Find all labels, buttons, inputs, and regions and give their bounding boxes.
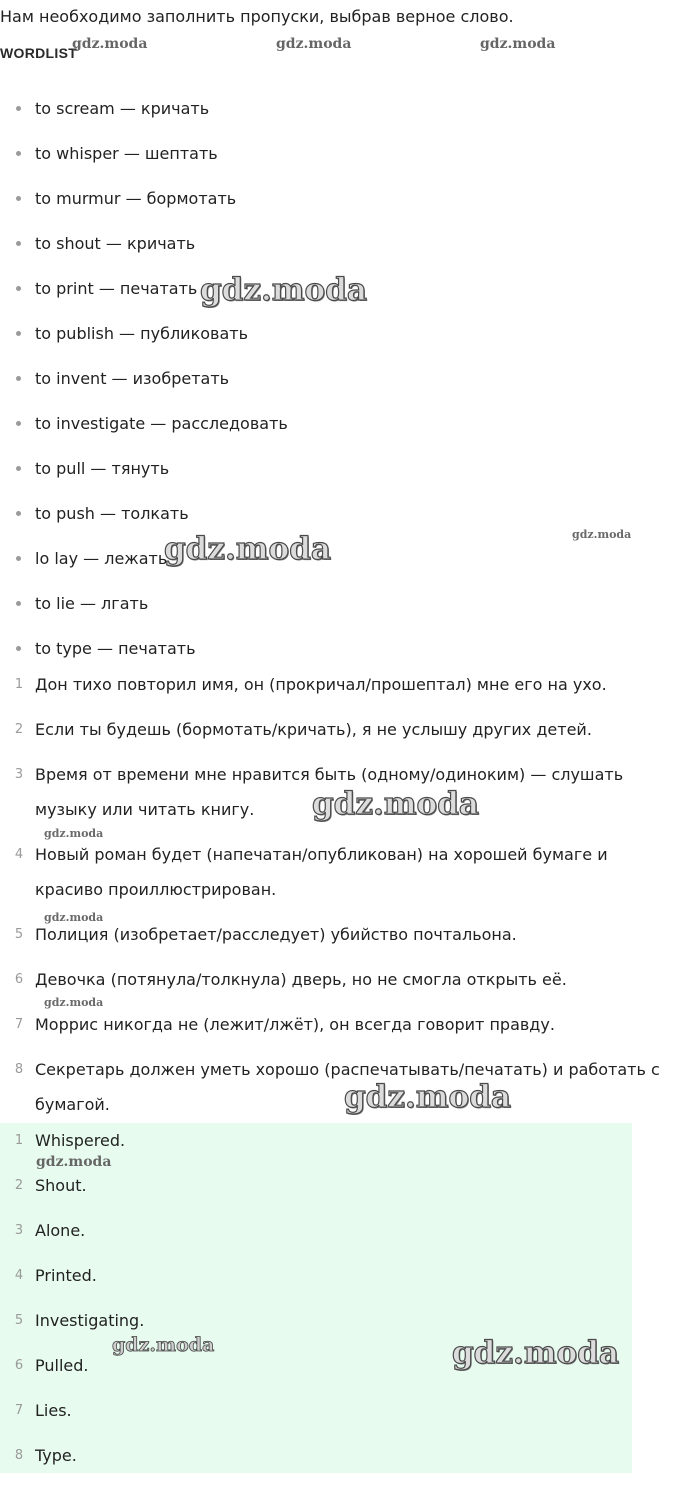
wordlist (0, 86, 680, 671)
word-entry: to invent — изобретать (35, 369, 230, 388)
answer-text: Alone. (35, 1221, 86, 1240)
watermark: gdz.moda (200, 272, 367, 308)
list-item (0, 491, 680, 536)
answer-number: 7 (14, 1403, 24, 1418)
list-item (0, 221, 680, 266)
task-number: 7 (14, 1017, 24, 1032)
answer-text: Whispered. (35, 1131, 126, 1150)
intro-text: Нам необходимо заполнить пропуски, выбрав верное слово. (0, 7, 514, 26)
task-text: Дон тихо повторил имя, он (прокричал/прошептал) мне его на ухо. (35, 675, 607, 694)
list-item (0, 536, 680, 581)
word-entry: to publish — публиковать (35, 324, 248, 343)
word-entry: to shout — кричать (35, 234, 196, 253)
answer-item (0, 1348, 632, 1393)
task-item (0, 957, 680, 1002)
bullet-icon (16, 376, 21, 381)
task-text: Секретарь должен уметь хорошо (распечатывать/печатать) и работать с бумагой. (35, 1060, 660, 1114)
answer-text: Lies. (35, 1401, 72, 1420)
word-entry: lo lay — лежать (35, 549, 168, 568)
answers-panel (0, 1123, 632, 1473)
watermark: gdz.moda (44, 911, 104, 924)
word-entry: to whisper — шептать (35, 144, 218, 163)
watermark: gdz.moda (276, 36, 352, 52)
word-entry: to murmur — бормотать (35, 189, 237, 208)
task-text: Если ты будешь (бормотать/кричать), я не услышу других детей. (35, 720, 592, 739)
word-entry: to push — толкать (35, 504, 189, 523)
answer-text: Type. (35, 1446, 77, 1465)
task-text: Время от времени мне нравится быть (одному/одиноким) — слушать музыку или читать книгу. (35, 765, 624, 819)
task-number: 2 (14, 722, 24, 737)
bullet-icon (16, 646, 21, 651)
word-entry: to scream — кричать (35, 99, 210, 118)
task-text: Девочка (потянула/толкнула) дверь, но не смогла открыть её. (35, 970, 567, 989)
answer-text: Shout. (35, 1176, 87, 1195)
answer-item (0, 1438, 632, 1483)
list-item (0, 356, 680, 401)
task-text: Полиция (изобретает/расследует) убийство почтальона. (35, 925, 517, 944)
answer-item (0, 1393, 632, 1438)
list-item (0, 176, 680, 221)
answer-number: 2 (14, 1178, 24, 1193)
bullet-icon (16, 331, 21, 336)
word-entry: to print — печатать (35, 279, 198, 298)
answer-item (0, 1123, 632, 1168)
answer-number: 3 (14, 1223, 24, 1238)
task-list (0, 662, 680, 1127)
watermark: gdz.moda (480, 36, 556, 52)
task-item (0, 1002, 680, 1047)
task-number: 1 (14, 677, 24, 692)
watermark: gdz.moda (44, 827, 104, 840)
task-number: 4 (14, 847, 24, 862)
task-item (0, 752, 680, 832)
task-number: 5 (14, 927, 24, 942)
bullet-icon (16, 106, 21, 111)
bullet-icon (16, 421, 21, 426)
watermark: gdz.moda (164, 531, 331, 567)
list-item (0, 446, 680, 491)
list-item (0, 401, 680, 446)
watermark: gdz.moda (112, 1334, 215, 1356)
task-item (0, 662, 680, 707)
list-item (0, 581, 680, 626)
answer-number: 6 (14, 1358, 24, 1373)
watermark: gdz.moda (312, 786, 479, 822)
list-item (0, 266, 680, 311)
list-item (0, 86, 680, 131)
watermark: gdz.moda (36, 1154, 112, 1170)
task-number: 6 (14, 972, 24, 987)
word-entry: to investigate — расследовать (35, 414, 288, 433)
bullet-icon (16, 511, 21, 516)
task-text: Новый роман будет (напечатан/опубликован) на хорошей бумаге и красиво проиллюстрирован. (35, 845, 608, 899)
answer-item (0, 1213, 632, 1258)
watermark: gdz.moda (572, 528, 632, 541)
watermark: gdz.moda (344, 1079, 511, 1115)
wordlist-heading: WORDLIST (0, 45, 78, 61)
task-text: Моррис никогда не (лежит/лжёт), он всегда говорит правду. (35, 1015, 555, 1034)
answer-list (0, 1123, 632, 1483)
task-item (0, 707, 680, 752)
bullet-icon (16, 151, 21, 156)
answer-number: 1 (14, 1133, 24, 1148)
list-item (0, 311, 680, 356)
answer-text: Printed. (35, 1266, 97, 1285)
bullet-icon (16, 241, 21, 246)
bullet-icon (16, 601, 21, 606)
word-entry: to type — печатать (35, 639, 196, 658)
bullet-icon (16, 466, 21, 471)
task-number: 3 (14, 767, 24, 782)
list-item (0, 131, 680, 176)
answer-item (0, 1258, 632, 1303)
word-entry: to lie — лгать (35, 594, 149, 613)
task-item (0, 832, 680, 912)
answer-item (0, 1168, 632, 1213)
watermark: gdz.moda (452, 1335, 619, 1371)
answer-item (0, 1303, 632, 1348)
answer-number: 4 (14, 1268, 24, 1283)
answer-text: Investigating. (35, 1311, 145, 1330)
bullet-icon (16, 286, 21, 291)
bullet-icon (16, 556, 21, 561)
answer-number: 5 (14, 1313, 24, 1328)
task-item (0, 912, 680, 957)
answer-text: Pulled. (35, 1356, 89, 1375)
task-number: 8 (14, 1062, 24, 1077)
answer-number: 8 (14, 1448, 24, 1463)
task-item (0, 1047, 680, 1127)
watermark: gdz.moda (72, 36, 148, 52)
word-entry: to pull — тянуть (35, 459, 170, 478)
bullet-icon (16, 196, 21, 201)
watermark: gdz.moda (44, 996, 104, 1009)
